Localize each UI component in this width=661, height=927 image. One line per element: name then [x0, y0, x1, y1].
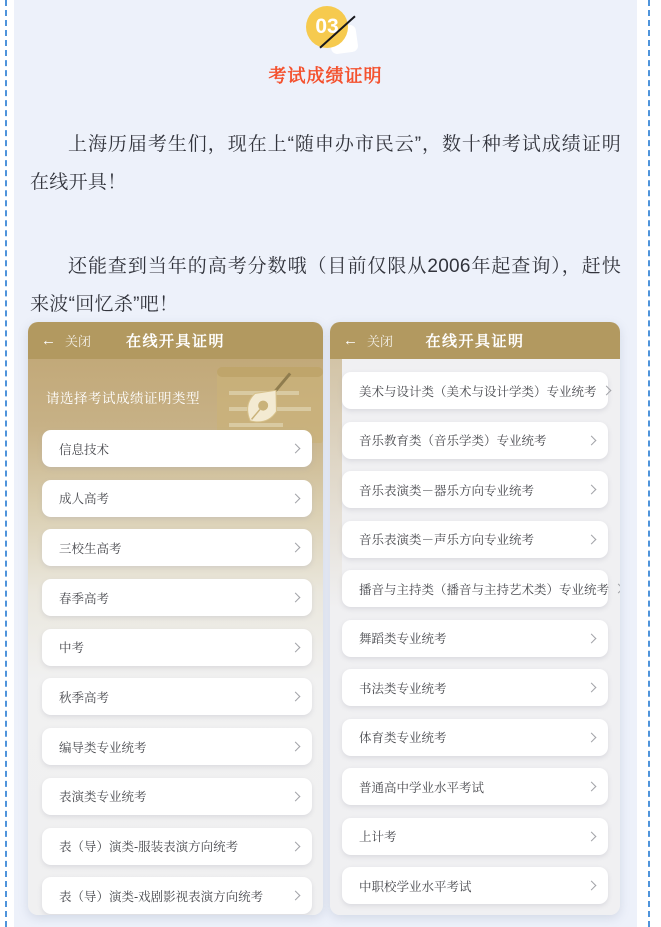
chevron-right-icon: [587, 683, 597, 693]
certificate-type-item[interactable]: [42, 579, 312, 616]
close-button[interactable]: 关闭: [65, 334, 92, 349]
certificate-type-label: 中考: [59, 641, 85, 656]
certificate-type-item[interactable]: [342, 768, 608, 805]
app-header: [330, 322, 620, 359]
certificate-type-item[interactable]: [342, 570, 608, 607]
screenshot-certificate-type-list-1: [28, 322, 323, 915]
certificate-type-item[interactable]: [42, 480, 312, 517]
certificate-type-label: 表（导）演类-戏剧影视表演方向统考: [59, 889, 264, 904]
certificate-type-item[interactable]: [42, 529, 312, 566]
certificate-type-label: 成人高考: [59, 492, 110, 507]
chevron-right-icon: [291, 891, 301, 901]
certificate-type-item[interactable]: [342, 818, 608, 855]
certificate-type-label: 信息技术: [59, 442, 110, 457]
chevron-right-icon: [291, 791, 301, 801]
certificate-type-item[interactable]: [42, 629, 312, 666]
app-header: [28, 322, 323, 359]
certificate-type-item[interactable]: [42, 778, 312, 815]
app-screenshots: [28, 322, 620, 915]
chevron-right-icon: [587, 732, 597, 742]
certificate-type-item[interactable]: [42, 728, 312, 765]
phone-body: [28, 359, 323, 915]
certificate-type-label: 上计考: [359, 830, 397, 844]
certificate-type-item[interactable]: [342, 422, 608, 459]
certificate-type-item[interactable]: [342, 521, 608, 558]
certificate-type-item[interactable]: [42, 877, 312, 914]
certificate-type-item[interactable]: [342, 372, 608, 409]
certificate-type-label: 体育类专业统考: [359, 731, 447, 745]
certificate-type-label: 三校生高考: [59, 541, 122, 556]
certificate-type-label: 秋季高考: [59, 690, 110, 705]
section-number-badge: [14, 0, 637, 60]
chevron-right-icon: [587, 782, 597, 792]
article-content: [14, 0, 637, 927]
chevron-right-icon: [587, 831, 597, 841]
certificate-type-label: 普通高中学业水平考试: [359, 780, 485, 795]
chevron-right-icon: [291, 742, 301, 752]
certificate-type-label: 表（导）演类-服装表演方向统考: [59, 840, 239, 854]
certificate-type-label: 美术与设计类（美术与设计学类）专业统考: [359, 384, 597, 399]
certificate-type-label: 春季高考: [59, 591, 110, 606]
certificate-type-label: 音乐表演类－声乐方向专业统考: [359, 533, 535, 547]
screenshot-certificate-type-list-2: [330, 322, 620, 915]
chevron-right-icon: [601, 386, 611, 396]
chevron-right-icon: [587, 633, 597, 643]
chevron-right-icon: [291, 493, 301, 503]
select-type-prompt: 请选择考试成绩证明类型: [46, 391, 200, 406]
certificate-type-item[interactable]: [42, 430, 312, 467]
certificate-type-label: 编导类专业统考: [59, 740, 147, 755]
phone-body: [330, 359, 620, 915]
section-title: 考试成绩证明: [268, 66, 383, 86]
close-button[interactable]: 关闭: [367, 334, 394, 349]
certificate-type-item[interactable]: [342, 669, 608, 706]
certificate-type-label: 播音与主持类（播音与主持艺术类）专业统考: [359, 582, 610, 597]
badge-number: 03: [315, 15, 339, 38]
back-arrow-icon[interactable]: ←: [343, 332, 358, 349]
left-dashed-border: [5, 0, 7, 927]
chevron-right-icon: [291, 593, 301, 603]
certificate-type-label: 书法类专业统考: [359, 681, 447, 696]
certificate-type-label: 中职校学业水平考试: [359, 879, 472, 894]
certificate-type-label: 表演类专业统考: [59, 790, 147, 805]
back-arrow-icon[interactable]: ←: [41, 332, 56, 349]
chevron-right-icon: [587, 534, 597, 544]
certificate-type-item[interactable]: [42, 828, 312, 865]
certificate-type-item[interactable]: [342, 867, 608, 904]
certificate-type-label: 舞蹈类专业统考: [359, 632, 447, 646]
certificate-type-item[interactable]: [42, 678, 312, 715]
chevron-right-icon: [291, 692, 301, 702]
chevron-right-icon: [291, 444, 301, 454]
chevron-right-icon: [587, 485, 597, 495]
right-dashed-border: [648, 0, 650, 927]
certificate-type-item[interactable]: [342, 719, 608, 756]
paragraph-2: 还能查到当年的高考分数哦（目前仅限从2006年起查询），赶快来波“回忆杀”吧！: [30, 256, 621, 315]
certificate-type-label: 音乐表演类－器乐方向专业统考: [359, 483, 535, 498]
app-header-title: 在线开具证明: [425, 333, 525, 350]
chevron-right-icon: [587, 435, 597, 445]
certificate-type-list: [330, 372, 620, 904]
chevron-right-icon: [614, 584, 620, 594]
chevron-right-icon: [291, 543, 301, 553]
app-header-title: 在线开具证明: [125, 333, 225, 350]
certificate-type-item[interactable]: [342, 620, 608, 657]
certificate-type-label: 音乐教育类（音乐学类）专业统考: [359, 434, 547, 448]
certificate-type-item[interactable]: [342, 471, 608, 508]
paragraph-1: 上海历届考生们，现在上“随申办市民云”，数十种考试成绩证明在线开具！: [30, 134, 621, 193]
chevron-right-icon: [291, 841, 301, 851]
certificate-type-list: [28, 430, 323, 914]
chevron-right-icon: [587, 881, 597, 891]
chevron-right-icon: [291, 642, 301, 652]
